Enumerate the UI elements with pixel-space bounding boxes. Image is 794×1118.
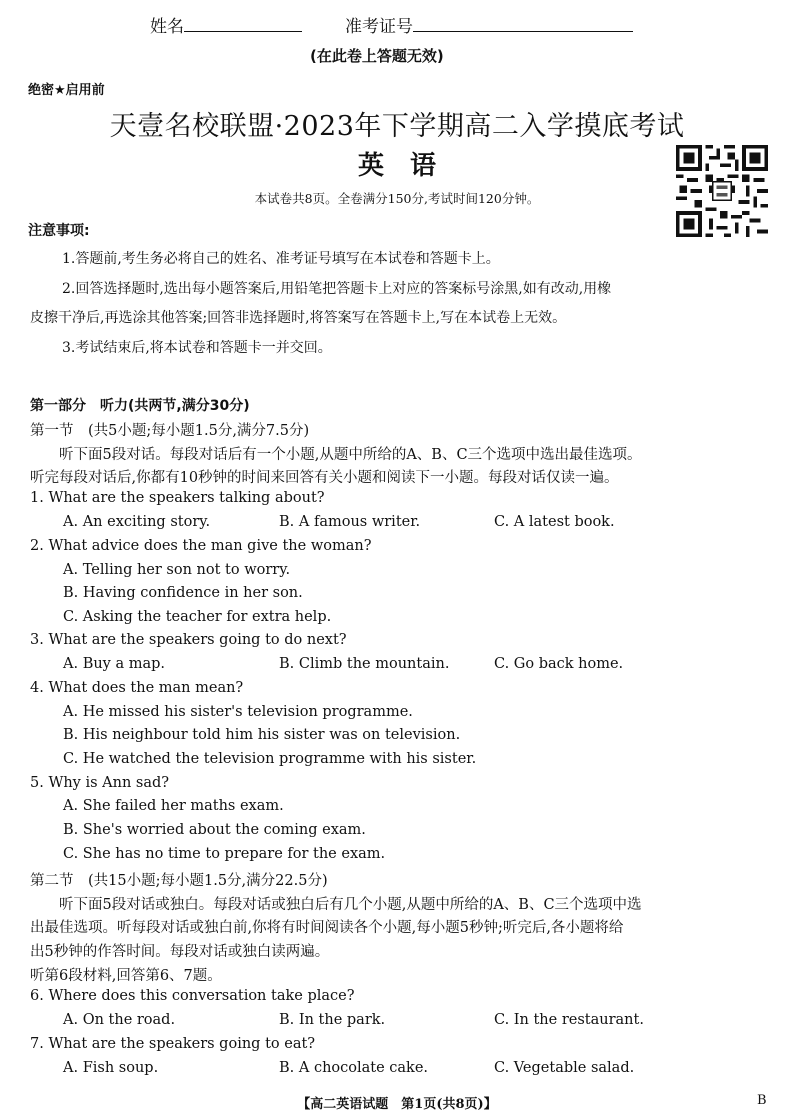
exam-id-label: 准考证号	[345, 17, 413, 37]
section2-intro-3: 出5秒钟的作答时间。每段对话或独白读两遍。	[30, 944, 330, 960]
q4-option-c: C. He watched the television programme with his sister.	[63, 751, 477, 767]
q6-option-c: C. In the restaurant.	[494, 1012, 644, 1028]
notice-heading: 注意事项:	[28, 223, 90, 239]
subject-title: 英 语	[357, 151, 436, 181]
q7-option-b: B. A chocolate cake.	[279, 1060, 429, 1076]
q1-option-c: C. A latest book.	[494, 514, 615, 530]
question-1: 1. What are the speakers talking about?	[30, 490, 325, 506]
material-note: 听第6段材料,回答第6、7题。	[30, 968, 222, 984]
section2-intro-1: 听下面5段对话或独白。每段对话或独白后有几个小题,从题中所给的A、B、C三个选项中选	[30, 897, 642, 913]
q2-option-c: C. Asking the teacher for extra help.	[63, 609, 332, 625]
section2-intro-2: 出最佳选项。听每段对话或独白前,你将有时间阅读各个小题,每小题5秒钟;听完后,各小题将给	[30, 920, 624, 936]
section1-intro-1: 听下面5段对话。每段对话后有一个小题,从题中所给的A、B、C三个选项中选出最佳选项。	[30, 447, 642, 463]
exam-id-field	[345, 12, 633, 37]
q5-option-a: A. She failed her maths exam.	[63, 798, 284, 814]
q5-option-b: B. She's worried about the coming exam.	[63, 822, 366, 838]
section1-intro-2: 听完每段对话后,你都有10秒钟的时间来回答有关小题和阅读下一小题。每段对话仅读一遍。	[30, 470, 619, 486]
q4-option-b: B. His neighbour told him his sister was on television.	[63, 727, 461, 743]
q1-option-b: B. A famous writer.	[279, 514, 421, 530]
question-6: 6. Where does this conversation take place?	[30, 988, 355, 1004]
section2-heading: 第二节 (共15小题;每小题1.5分,满分22.5分)	[30, 873, 328, 889]
part1-heading: 第一部分 听力(共两节,满分30分)	[30, 398, 250, 414]
q3-option-a: A. Buy a map.	[63, 656, 166, 672]
name-blank	[184, 15, 302, 32]
q7-option-c: C. Vegetable salad.	[494, 1060, 635, 1076]
question-3: 3. What are the speakers going to do next?	[30, 632, 347, 648]
name-label: 姓名	[150, 17, 184, 37]
question-4: 4. What does the man mean?	[30, 680, 244, 696]
q6-option-a: A. On the road.	[63, 1012, 176, 1028]
exam-title: 天壹名校联盟·2023年下学期高二入学摸底考试	[109, 111, 685, 142]
notice-item-2-cont: 皮擦干净后,再选涂其他答案;回答非选择题时,将答案写在答题卡上,写在本试卷上无效。	[30, 310, 567, 326]
exam-id-blank	[413, 15, 633, 32]
q5-option-c: C. She has no time to prepare for the exam.	[63, 846, 386, 862]
question-7: 7. What are the speakers going to eat?	[30, 1036, 316, 1052]
notice-item-3: 3.考试结束后,将本试卷和答题卡一并交回。	[62, 340, 332, 356]
question-5: 5. Why is Ann sad?	[30, 775, 170, 791]
question-2: 2. What advice does the man give the woman?	[30, 538, 372, 554]
q3-option-c: C. Go back home.	[494, 656, 624, 672]
q1-option-a: A. An exciting story.	[63, 514, 211, 530]
notice-item-2: 2.回答选择题时,选出每小题答案后,用铅笔把答题卡上对应的答案标号涂黑,如有改动,用橡	[62, 281, 612, 297]
invalid-note: (在此卷上答题无效)	[310, 47, 444, 65]
exam-info: 本试卷共8页。全卷满分150分,考试时间120分钟。	[254, 191, 540, 206]
secret-tag: 绝密★启用前	[28, 83, 105, 98]
notice-item-1: 1.答题前,考生务必将自己的姓名、准考证号填写在本试卷和答题卡上。	[62, 251, 500, 267]
q2-option-b: B. Having confidence in her son.	[63, 585, 303, 601]
version-letter: B	[757, 1093, 767, 1108]
name-field	[150, 12, 302, 37]
q4-option-a: A. He missed his sister's television programme.	[63, 704, 413, 720]
section1-heading: 第一节 (共5小题;每小题1.5分,满分7.5分)	[30, 423, 310, 439]
q2-option-a: A. Telling her son not to worry.	[63, 562, 291, 578]
qr-code-icon	[676, 145, 768, 237]
page-footer: 【高二英语试题 第1页(共8页)】	[297, 1097, 497, 1112]
q6-option-b: B. In the park.	[279, 1012, 386, 1028]
q3-option-b: B. Climb the mountain.	[279, 656, 450, 672]
q7-option-a: A. Fish soup.	[63, 1060, 159, 1076]
